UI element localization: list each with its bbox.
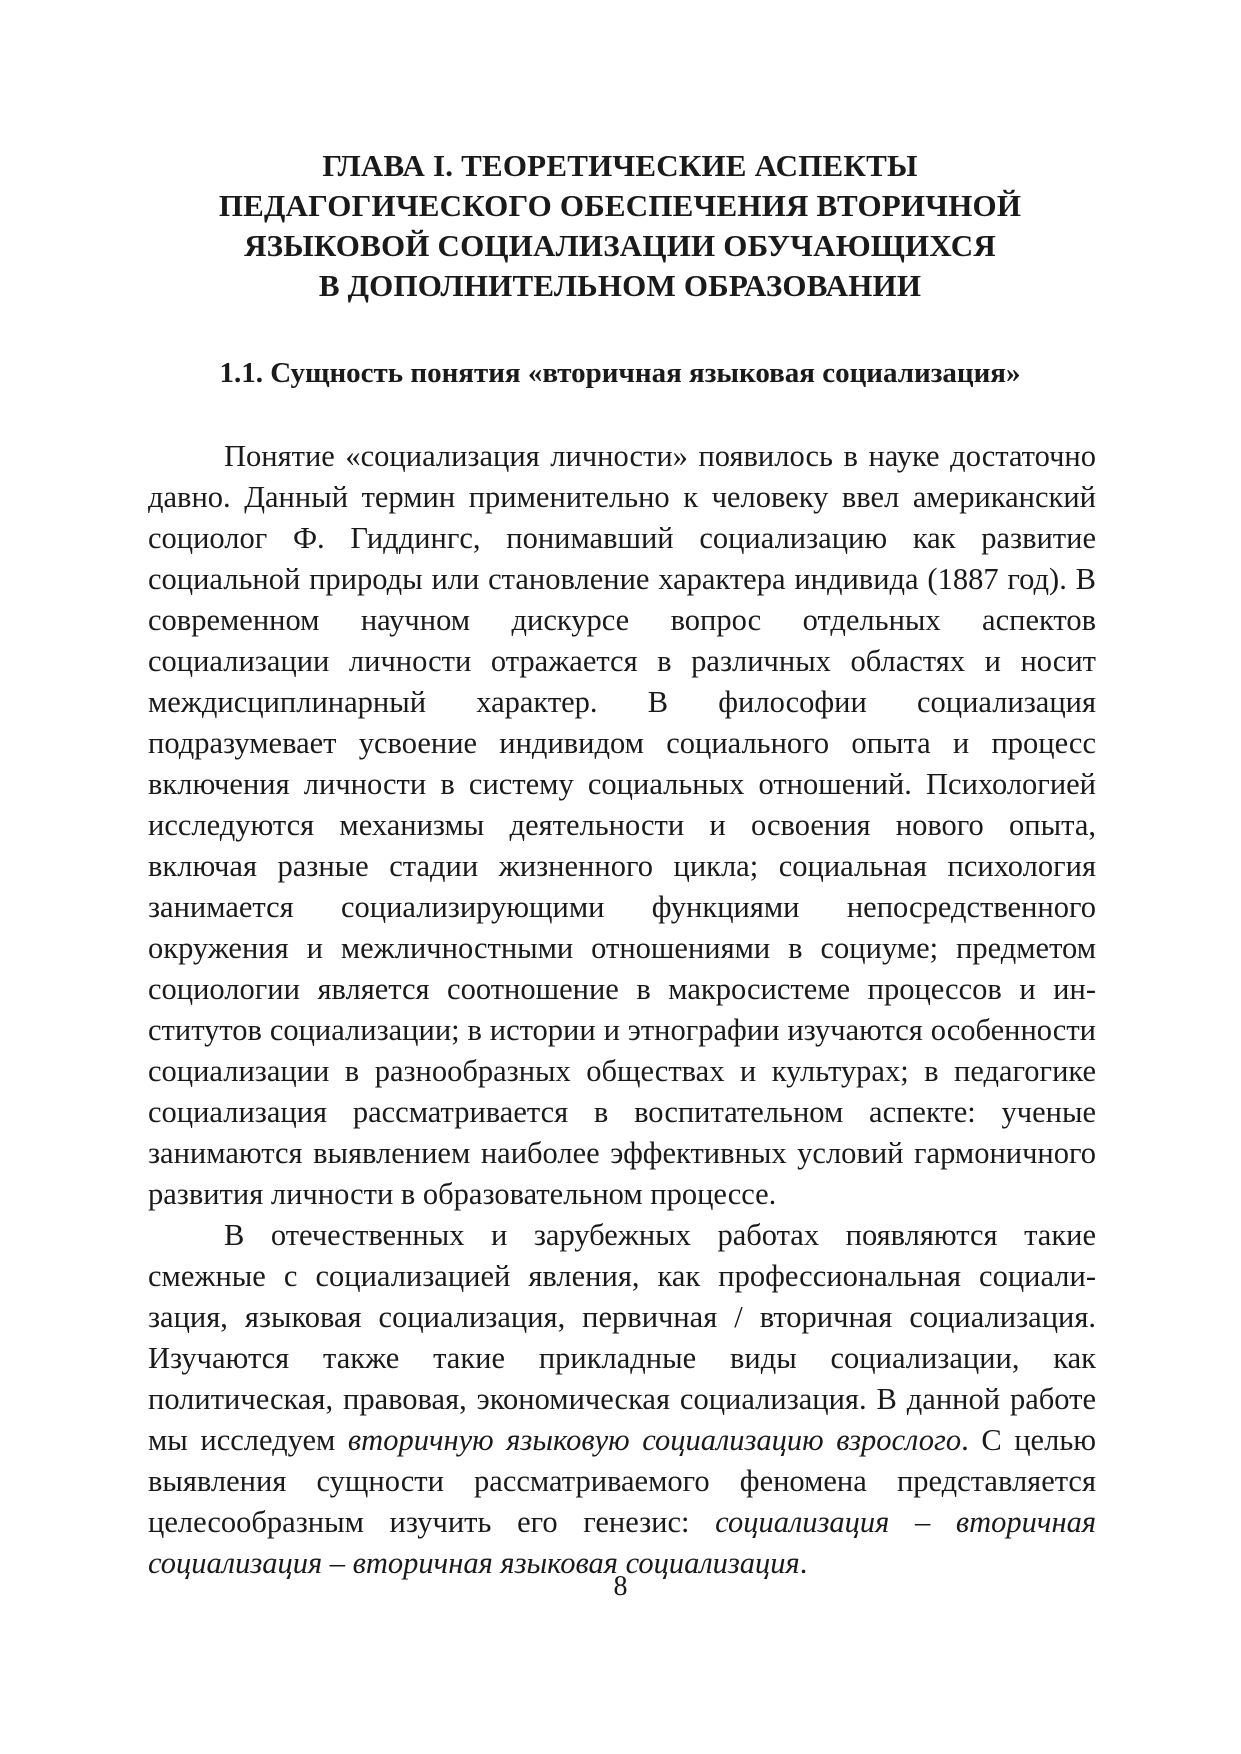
italic-term: вторичную языковую социализацию взрослого [347,1423,962,1457]
page-number: 8 [613,1571,628,1602]
paragraph-2 [148,1215,1096,1584]
paragraph-2-text-end: . [799,1546,808,1580]
paragraph-1: Понятие «социализация личности» появилось в науке достаточно давно. Данный термин применительно к человеку ввел американский социолог Ф. Гиддингс, понимавший социализацию как развитие социальной природы или становление характера индивида (1887 год). В современном научном дискурсе вопрос отдельных аспектов социализации личности отражается в различных областях и носит междисциплинарный характер. В философии социализация подразумевает усвоение индивидом социального опыта и процесс включения личности в систему социальных отношений. Психологией исследуются механизмы деятельности и освоения нового опыта, включая разные стадии жизненного цикла; социальная психология занимается социализирующими функциями непосредственного окружения и межличностными отношениями в социуме; предметом социологии является соотношение в макросистеме процессов и институтов социализации; в истории и этнографии изучаются особенности социализации в разнообразных обществах и культурах; в педагогике социализация рассматривается в воспитательном аспекте: ученые занимаются выявлением наиболее эффективных условий гармоничного развития личности в образовательном процессе. [148,439,1096,1211]
chapter-title-line: ГЛАВА I. ТЕОРЕТИЧЕСКИЕ АСПЕКТЫ [322,148,918,183]
chapter-title-line: ПЕДАГОГИЧЕСКОГО ОБЕСПЕЧЕНИЯ ВТОРИЧНОЙ [218,188,1022,223]
paragraph-2-text-start: В отечественных и зарубежных работах появляются такие смежные с социализацией явления, как профессиональная социализация, языковая социализация, первичная / вторичная социализация. Изучаются также такие прикладные виды социализации, как политическая, правовая, экономическая социализация. В данной работе мы исследуем [148,1218,1096,1457]
chapter-title-line: ЯЗЫКОВОЙ СОЦИАЛИЗАЦИИ ОБУЧАЮЩИХСЯ [244,228,996,263]
paragraph-2-text-middle: . С целью выявления сущности рассматриваемого феномена представляется целесообразным изучить его генезис: [148,1423,1097,1539]
chapter-title [140,146,1100,306]
italic-genesis: социализация – вторичная социализация – вторичная языковая социализация [148,1505,1097,1580]
section-title: 1.1. Сущность понятия «вторичная языковая социализация» [219,357,1021,389]
chapter-title-line: В ДОПОЛНИТЕЛЬНОМ ОБРАЗОВАНИИ [318,268,922,303]
body-text [148,436,1096,1584]
